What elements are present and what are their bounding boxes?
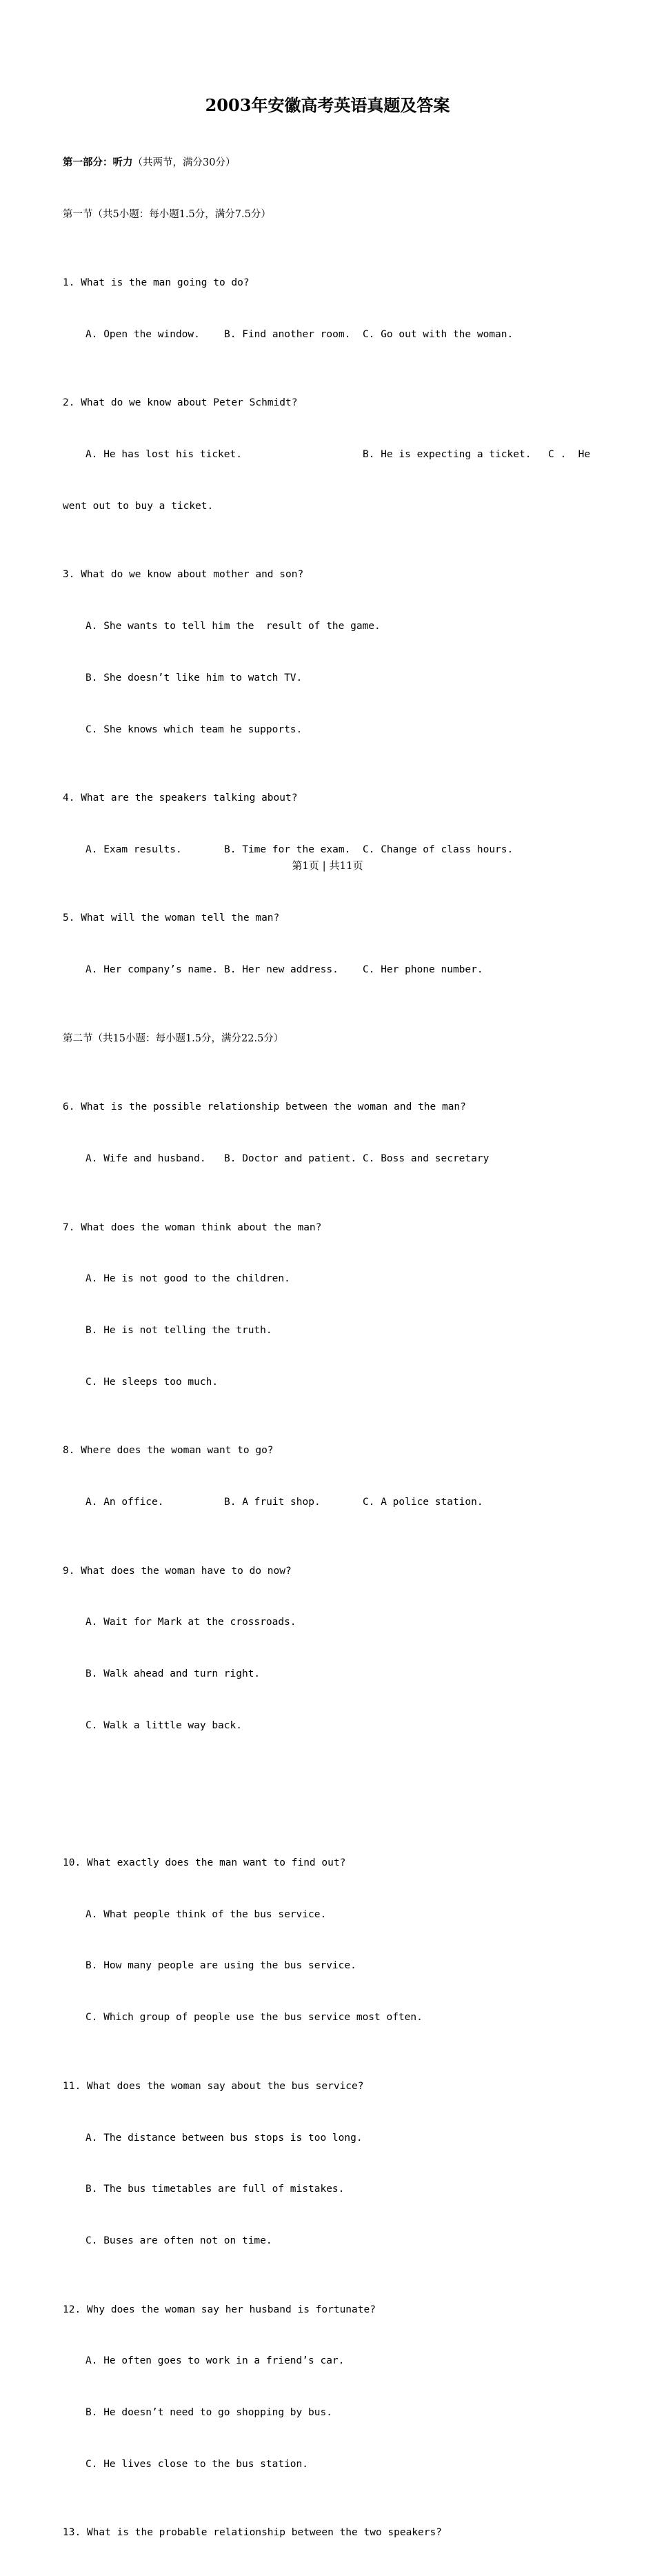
part-heading-rest: （共两节，满分30分）	[132, 157, 236, 168]
option-c: C. Boss and secretary	[363, 1153, 490, 1165]
blank-line	[63, 1786, 601, 1803]
option-b: B. A fruit shop.	[224, 1497, 321, 1508]
question-text: 1. What is the man going to do?	[63, 277, 250, 289]
options-row	[63, 446, 601, 463]
option-c: C. Change of class hours.	[363, 843, 514, 855]
option-a: A. What people think of the bus service.	[85, 1908, 327, 1920]
option-a: A. Her company’s name.	[85, 964, 219, 976]
option-b: B. Doctor and patient.	[224, 1153, 357, 1165]
option-b: B. She doesn’t like him to watch TV.	[85, 672, 303, 683]
option-a: A. He is not good to the children.	[85, 1273, 290, 1285]
question-text: 4. What are the speakers talking about?	[63, 792, 298, 804]
option-c: C. He lives close to the bus station.	[85, 2458, 309, 2470]
option-c: C. Which group of people use the bus service most often.	[85, 2012, 423, 2024]
option-b: B. He is not telling the truth.	[85, 1325, 272, 1337]
question-text: 6. What is the possible relationship between the woman and the man?	[63, 1101, 466, 1113]
question-text: 8. Where does the woman want to go?	[63, 1445, 274, 1457]
option-a: A. He has lost his ticket.	[85, 449, 242, 461]
question-text: 7. What does the woman think about the man?	[63, 1221, 322, 1233]
question-text: 11. What does the woman say about the bus service?	[63, 2080, 364, 2092]
option-c: C. He sleeps too much.	[85, 1376, 219, 1388]
option-c: C. Walk a little way back.	[85, 1719, 242, 1731]
part-heading	[63, 154, 601, 172]
option-b: B. Her new address.	[224, 964, 339, 976]
option-c: C. Buses are often not on time.	[85, 2235, 272, 2246]
question-text: 5. What will the woman tell the man?	[63, 912, 280, 924]
section-heading: 第一节（共5小题：每小题1.5分，满分7.5分）	[63, 208, 271, 220]
option-b: B. Time for the exam.	[224, 843, 351, 855]
option-a: A. Wait for Mark at the crossroads.	[85, 1617, 296, 1628]
question-text: 9. What does the woman have to do now?	[63, 1565, 292, 1577]
option-c: C. Go out with the woman.	[363, 328, 514, 340]
option-c: C. Her phone number.	[363, 964, 483, 976]
option-b: B. Find another room.	[224, 328, 351, 340]
option-a: A. Wife and husband.	[85, 1153, 206, 1165]
option-b: B. Walk ahead and turn right.	[85, 1668, 261, 1680]
options-row	[63, 841, 601, 859]
option-b: B. How many people are using the bus service.	[85, 1960, 356, 1972]
option-c: C. A police station.	[363, 1497, 483, 1508]
part-heading-bold: 第一部分：听力	[63, 156, 133, 168]
options-row	[63, 961, 601, 979]
option-a: A. Exam results.	[85, 843, 182, 855]
option-a: A. An office.	[85, 1497, 164, 1508]
document-title: 2003年安徽高考英语真题及答案	[205, 95, 450, 115]
question-text: 3. What do we know about mother and son?	[63, 569, 304, 581]
question-text: 2. What do we know about Peter Schmidt?	[63, 397, 298, 409]
option-a: A. He often goes to work in a friend’s car.	[85, 2355, 345, 2367]
option-b: B. The bus timetables are full of mistakes.	[85, 2184, 345, 2195]
option-c-continued: went out to buy a ticket.	[63, 500, 214, 512]
section-heading: 第二节（共15小题：每小题1.5分，满分22.5分）	[63, 1032, 284, 1044]
question-text: 10. What exactly does the man want to find out?	[63, 1857, 346, 1869]
question-text: 13. What is the probable relationship between the two speakers?	[63, 2527, 442, 2539]
options-row	[63, 1150, 601, 1168]
option-c: C . He	[548, 449, 591, 461]
option-b: B. He doesn’t need to go shopping by bus.	[85, 2406, 332, 2418]
option-b: B. He is expecting a ticket.	[363, 449, 532, 461]
document-body	[63, 120, 601, 2576]
options-row	[63, 1494, 601, 1511]
option-a: A. She wants to tell him the result of the game.	[85, 621, 381, 632]
page-footer: 第1页 | 共11页	[292, 859, 363, 872]
options-row	[63, 326, 601, 343]
option-a: A. The distance between bus stops is too long.	[85, 2132, 363, 2144]
option-c: C. She knows which team he supports.	[85, 723, 303, 735]
question-text: 12. Why does the woman say her husband is fortunate?	[63, 2304, 376, 2315]
option-a: A. Open the window.	[85, 328, 200, 340]
